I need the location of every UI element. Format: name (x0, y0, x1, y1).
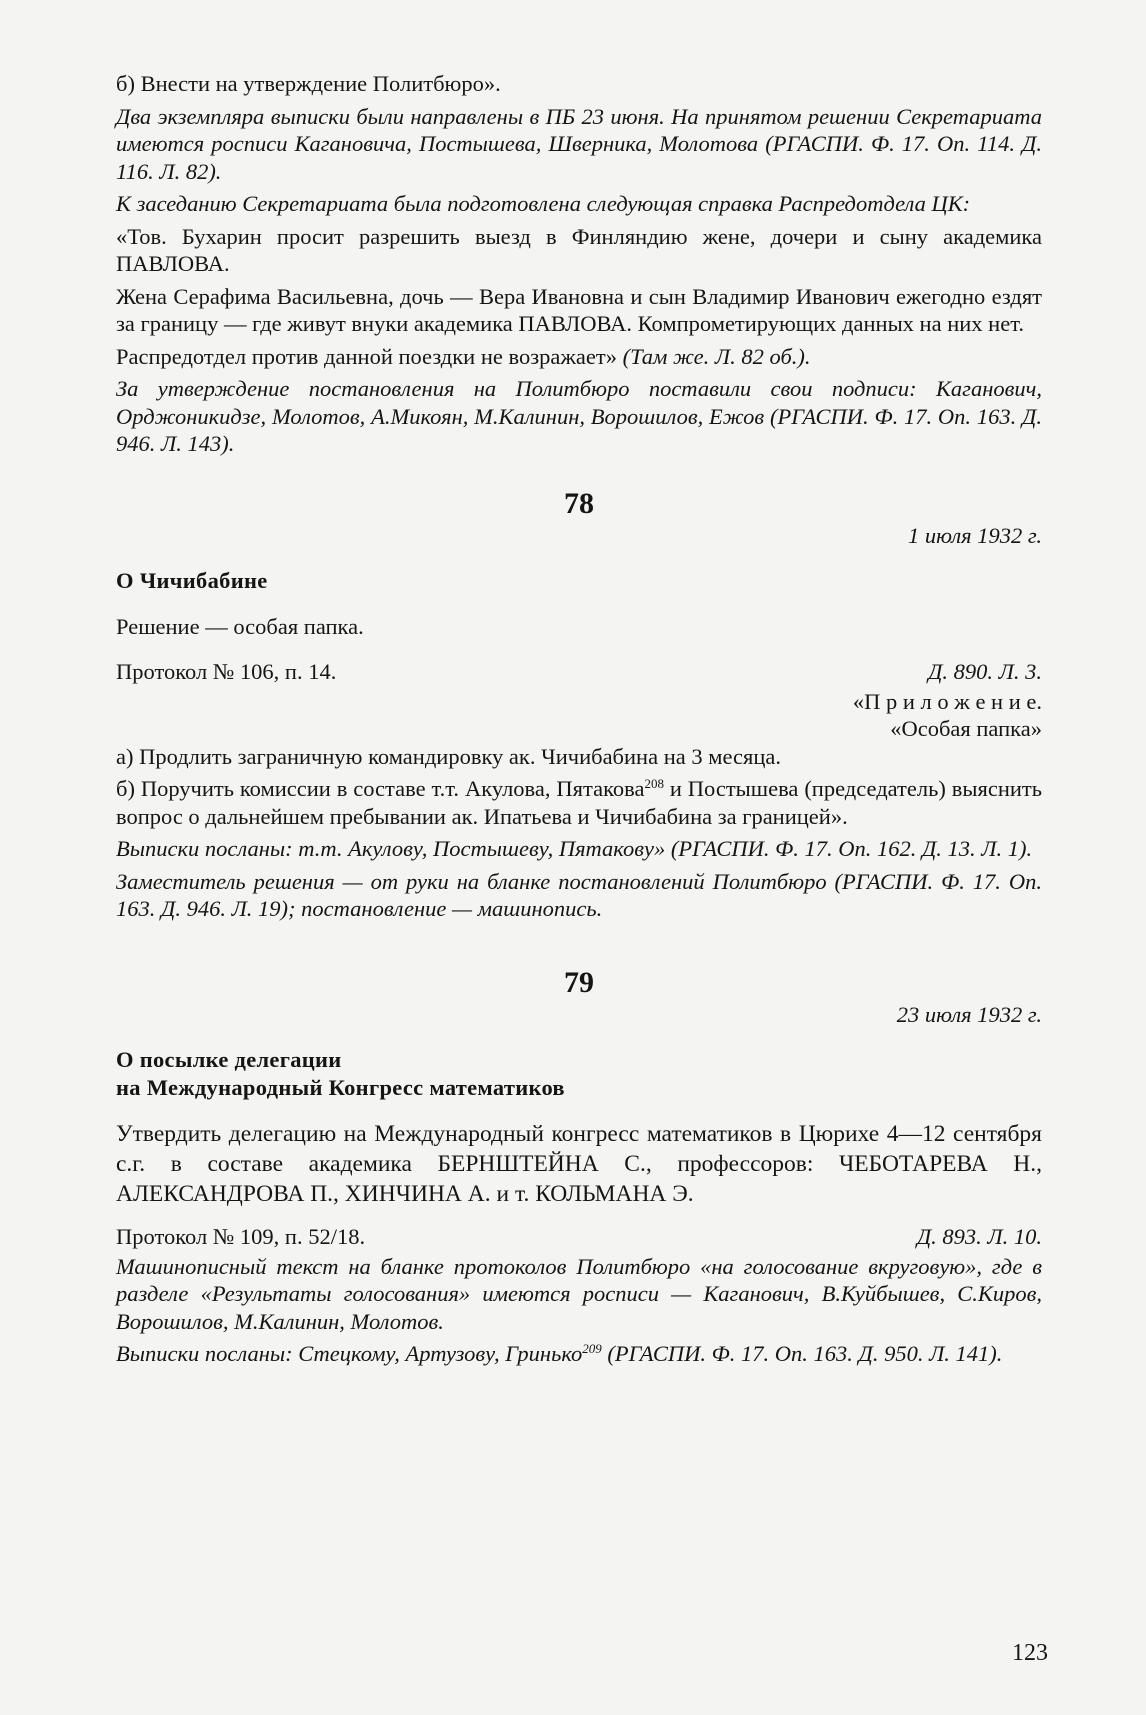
note-sent-78: Выписки посланы: т.т. Акулову, Постышеву, Пятакову» (РГАСПИ. Ф. 17. Оп. 162. Д. 13. Л. 1). (116, 836, 1033, 861)
doc-title-79-line-1: О посылке делегации (116, 1047, 342, 1072)
archive-ref-78: Д. 890. Л. 3. (928, 659, 1042, 684)
protocol-79: Протокол № 109, п. 52/18. (116, 1224, 366, 1249)
doc-number-79: 79 (564, 965, 594, 999)
delegation-body: Утвердить делегацию на Международный конгресс математиков в Цюрихе 4—12 сентября с.г. в составе академика БЕРНШТЕЙНА С., профессоров: ЧЕБОТАРЕВА Н., АЛЕКСАНДРОВА П., ХИНЧИНА А. и т. КОЛЬМАНА Э. (116, 1121, 1042, 1207)
page-number: 123 (1012, 1640, 1048, 1666)
doc-title-78: О Чичибабине (116, 568, 268, 593)
item-b-78-text-1: б) Поручить комиссии в составе т.т. Акулова, Пятакова (116, 776, 645, 801)
archive-ref-79: Д. 893. Л. 10. (916, 1224, 1042, 1249)
appendix-label: «П р и л о ж е н и е. (852, 688, 1042, 714)
protocol-row-79 (116, 1223, 1042, 1251)
protocol-row-78 (116, 658, 1042, 686)
quote-raspredotdel-text: Распредотдел против данной поездки не возражает» (116, 343, 617, 369)
note-typed-79: Машинописный текст на бланке протоколов Политбюро «на голосование вкруговую», где в разделе «Результаты голосования» имеются росписи — Каганович, В.Куйбышев, С.Киров, Ворошилов, М.Калинин, Молотов. (116, 1253, 1042, 1334)
doc-date-79: 23 июля 1932 г. (896, 1001, 1042, 1027)
doc-title-79 (116, 1046, 1042, 1101)
quote-bukharin: «Тов. Бухарин просит разрешить выезд в Финляндию жене, дочери и сыну академика ПАВЛОВА. (116, 223, 1042, 276)
note-sent-79-text-1: Выписки посланы: Стецкому, Артузову, Гринько (116, 1341, 583, 1366)
special-folder-label: «Особая папка» (890, 716, 1042, 741)
item-b-78 (116, 775, 1042, 830)
quote-family: Жена Серафима Васильевна, дочь — Вера Ивановна и сын Владимир Иванович ежегодно ездят за границу — где живут внуки академика ПАВЛОВА. Компрометирующих данных на них нет. (116, 283, 1042, 336)
footnote-209: 209 (582, 1341, 602, 1356)
item-b-submit: б) Внести на утверждение Политбюро». (116, 71, 501, 96)
item-b-78-text-2: и Постышева (председатель) выяснить вопрос о дальнейшем пребывании ак. Ипатьева и Чичибабина за границей». (116, 776, 1042, 829)
note-sent-79-text-2: (РГАСПИ. Ф. 17. Оп. 163. Д. 950. Л. 141). (601, 1341, 1003, 1366)
decision-78: Решение — особая папка. (116, 613, 364, 639)
note-sent-79 (116, 1340, 1042, 1368)
protocol-78: Протокол № 106, п. 14. (116, 659, 337, 684)
note-deputy-78: Заместитель решения — от руки на бланке постановлений Политбюро (РГАСПИ. Ф. 17. Оп. 163. Д. 946. Л. 19); постановление — машинопись. (116, 868, 1042, 921)
note-copies: Два экземпляра выписки были направлены в ПБ 23 июня. На принятом решении Секретариата имеются росписи Кагановича, Постышева, Шверника, Молотова (РГАСПИ. Ф. 17. Оп. 114. Д. 116. Л. 82). (116, 103, 1042, 184)
doc-date-78: 1 июля 1932 г. (907, 522, 1042, 548)
quote-raspredotdel-ref: (Там же. Л. 82 об.). (622, 343, 811, 369)
document-page (116, 70, 1042, 1373)
doc-title-79-line-2: на Международный Конгресс математиков (116, 1074, 565, 1100)
quote-raspredotdel (116, 343, 1042, 371)
note-secretariat: К заседанию Секретариата была подготовлена следующая справка Распредотдела ЦК: (116, 191, 971, 216)
doc-number-78: 78 (564, 486, 594, 520)
item-a-78: а) Продлить заграничную командировку ак. Чичибабина на 3 месяца. (116, 743, 781, 769)
note-signatures: За утверждение постановления на Политбюро поставили свои подписи: Каганович, Орджоникидзе, Молотов, А.Микоян, М.Калинин, Ворошилов, Ежов (РГАСПИ. Ф. 17. Оп. 163. Д. 946. Л. 143). (116, 376, 1042, 456)
footnote-208: 208 (644, 776, 664, 791)
